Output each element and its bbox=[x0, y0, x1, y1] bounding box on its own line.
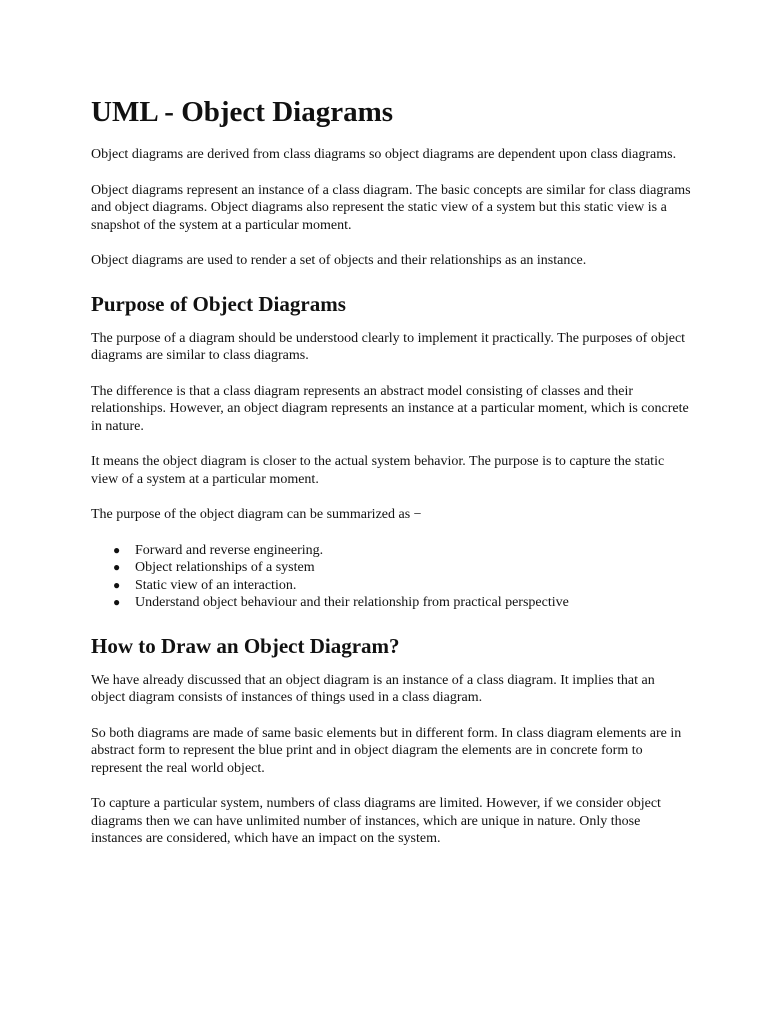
how-to-heading: How to Draw an Object Diagram? bbox=[91, 633, 400, 658]
intro-paragraph-3: Object diagrams are used to render a set of objects and their relationships as an instance. bbox=[91, 253, 587, 268]
how-to-paragraph-3: To capture a particular system, numbers of class diagrams are limited. However, if we consider object diagrams then we can have unlimited number of instances, which are unique in nature. Only those instances are considered, which have an impact on the system. bbox=[91, 796, 661, 846]
how-to-paragraph-1: We have already discussed that an object diagram is an instance of a class diagram. It implies that an object diagram consists of instances of things used in a class diagram. bbox=[91, 672, 655, 705]
intro-paragraph-1: Object diagrams are derived from class diagrams so object diagrams are dependent upon class diagrams. bbox=[91, 147, 677, 162]
purpose-list bbox=[91, 542, 691, 612]
how-to-paragraph-2: So both diagrams are made of same basic elements but in different form. In class diagram elements are in abstract form to represent the blue print and in object diagram the elements are in concrete form to represent the real world object. bbox=[91, 725, 682, 776]
bullet-icon: ● bbox=[113, 542, 121, 557]
purpose-paragraph-2: The difference is that a class diagram represents an abstract model consisting of classes and their relationships. However, an object diagram represents an instance at a particular moment, which is concrete in nature. bbox=[91, 383, 689, 434]
purpose-paragraph-3: It means the object diagram is closer to the actual system behavior. The purpose is to capture the static view of a system at a particular moment. bbox=[91, 454, 665, 487]
bullet-icon: ● bbox=[113, 595, 121, 609]
purpose-paragraph-4: The purpose of the object diagram can be summarized as − bbox=[91, 507, 422, 522]
purpose-heading: Purpose of Object Diagrams bbox=[91, 291, 346, 316]
document-page bbox=[91, 92, 691, 866]
list-item-text: Static view of an interaction. bbox=[135, 577, 297, 593]
page-title: UML - Object Diagrams bbox=[91, 96, 394, 128]
intro-paragraph-2: Object diagrams represent an instance of a class diagram. The basic concepts are similar for class diagrams and object diagrams. Object diagrams also represent the static view of a system but this static view is a snapshot of the system at a particular moment. bbox=[91, 182, 691, 233]
list-item bbox=[91, 577, 691, 595]
bullet-icon: ● bbox=[113, 560, 121, 574]
purpose-paragraph-1: The purpose of a diagram should be understood clearly to implement it practically. The purposes of object diagrams are similar to class diagrams. bbox=[91, 330, 686, 363]
list-item-text: Forward and reverse engineering. bbox=[135, 542, 324, 558]
list-item bbox=[91, 559, 691, 577]
bullet-icon: ● bbox=[113, 577, 121, 592]
list-item-text: Understand object behaviour and their relationship from practical perspective bbox=[135, 595, 569, 610]
list-item-text: Object relationships of a system bbox=[135, 560, 315, 575]
list-item bbox=[91, 542, 691, 560]
list-item bbox=[91, 594, 691, 612]
